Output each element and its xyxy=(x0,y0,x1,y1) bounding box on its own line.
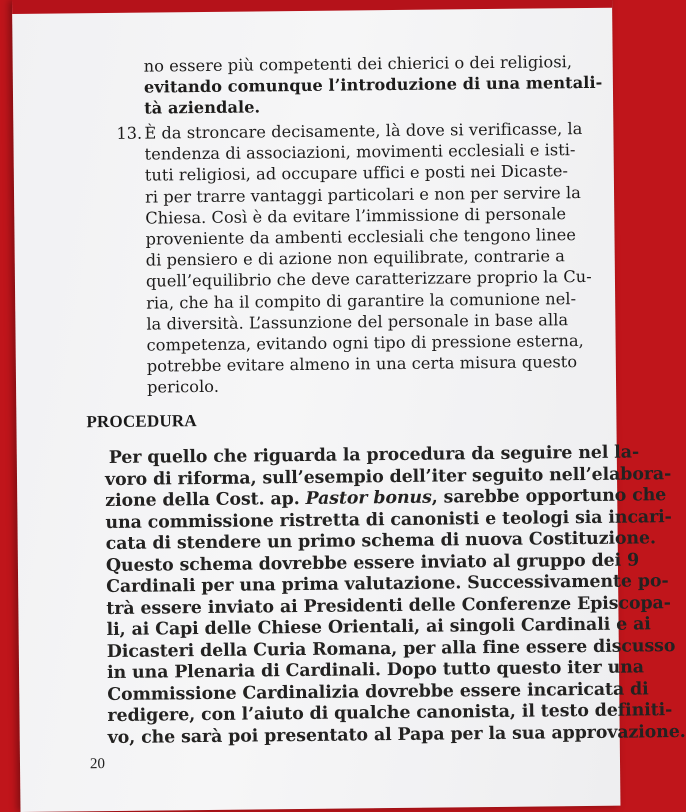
text-line: ria, che ha il compito di garantire la comunione nel- xyxy=(146,288,577,313)
text-line: vo, che sarà poi presentato al Papa per la sua approvazione. xyxy=(107,721,686,748)
text-line: proveniente da ambenti ecclesiali che tengono linee xyxy=(145,225,577,249)
text-line: pericolo. xyxy=(146,377,220,398)
text-line: quell’equilibrio che deve caratterizzare proprio la Cu- xyxy=(145,267,592,292)
text-line: li, ai Capi delle Chiese Orientali, ai singoli Cardinali e ai xyxy=(106,614,651,641)
text-line: la diversità. L’assunzione del personale in base alla xyxy=(146,310,569,334)
text-line: Dicasteri della Curia Romana, per alla fine essere discusso xyxy=(106,635,676,662)
text-line: in una Plenaria di Cardinali. Dopo tutto questo iter una xyxy=(106,657,645,684)
page-number: 20 xyxy=(89,756,106,773)
text-line: Per quello che riguarda la procedura da seguire nel la- xyxy=(108,442,640,469)
text-line: zione della Cost. ap. Pastor bonus, sarebbe opportuno che xyxy=(105,485,667,512)
text-line: competenza, evitando ogni tipo di pressione esterna, xyxy=(146,331,584,355)
section-heading: PROCEDURA xyxy=(86,411,197,432)
book-page xyxy=(12,0,686,812)
text-line: tendenza di associazioni, movimenti ecclesiali e isti- xyxy=(144,140,576,164)
text-line: voro di riforma, sull’esempio dell’iter seguito nell’elabora- xyxy=(104,463,672,490)
page-top-edge xyxy=(12,0,612,14)
text-line: Commissione Cardinalizia dovrebbe essere incaricata di xyxy=(107,678,649,705)
text-line: trà essere inviato ai Presidenti delle Conferenze Episcopa- xyxy=(106,592,671,619)
item-13-paragraph xyxy=(144,118,593,398)
text-line: Cardinali per una prima valutazione. Successivamente po- xyxy=(106,571,669,598)
text-line: cata di stendere un primo schema di nuova Costituzione. xyxy=(105,528,657,555)
text-line: ri per trarre vantaggi particolari e non per servire la xyxy=(144,182,581,207)
text-line: Chiesa. Così è da evitare l’immissione di personale xyxy=(145,204,567,228)
continuation-paragraph xyxy=(144,51,603,119)
italic-title: Pastor bonus xyxy=(305,487,432,509)
text-line: di pensiero e di azione non equilibrate, contrarie a xyxy=(145,246,566,270)
procedura-paragraph xyxy=(105,442,686,749)
text-line: una commissione ristretta di canonisti e teologi sia incari- xyxy=(105,506,672,533)
text-line: redigere, con l’aiuto di qualche canonista, il testo definiti- xyxy=(107,700,673,727)
text-line: È da stroncare decisamente, là dove si verificasse, la xyxy=(144,119,583,143)
item-number: 13. xyxy=(116,123,143,143)
text-line: no essere più competenti dei chierici o dei religiosi, xyxy=(143,52,573,76)
text-line: tuti religiosi, ad occupare uffici e posti nei Dicaste- xyxy=(144,161,569,186)
text-line: potrebbe evitare almeno in una certa misura questo xyxy=(146,352,578,376)
text-line-bold: tà aziendale. xyxy=(144,97,261,119)
text-line-bold: evitando comunque l’introduzione di una mentali- xyxy=(143,73,603,97)
text-line: Questo schema dovrebbe essere inviato al gruppo dei 9 xyxy=(105,549,640,576)
